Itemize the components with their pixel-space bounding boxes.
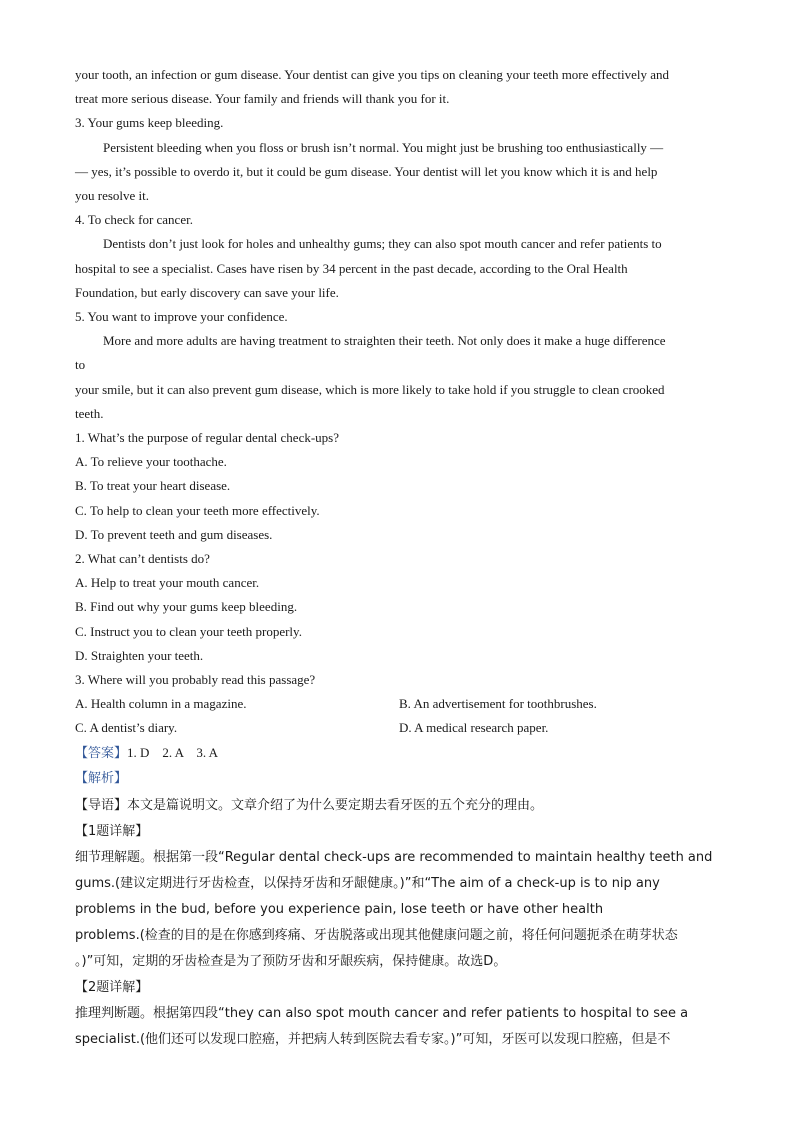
section-heading: 3. Your gums keep bleeding. (75, 115, 224, 131)
question-option: D. To prevent teeth and gum diseases. (75, 526, 273, 542)
analysis-line (75, 766, 725, 791)
question-option: A. Help to treat your mouth cancer. (75, 575, 260, 591)
detail-line: 。)”可知，定期的牙齿检查是为了预防牙齿和牙龈疾病，保持健康。故选D。 (75, 954, 507, 970)
question-option: C. To help to clean your teeth more effectively. (75, 502, 320, 518)
question-option: C. A dentist’s diary. (75, 720, 178, 736)
question-option: D. A medical research paper. (399, 720, 549, 736)
passage-line: your tooth, an infection or gum disease. Your dentist can give you tips on cleaning your teeth more effectively and (75, 67, 670, 82)
answer-text: 1. D 2. A 3. A (127, 744, 219, 760)
document-page (75, 63, 725, 1053)
passage-line: More and more adults are having treatment to straighten their teeth. Not only does it make a huge difference (103, 333, 666, 349)
passage-line: your smile, but it can also prevent gum disease, which is more likely to take hold if you struggle to clean crooked (75, 381, 665, 397)
question-stem: 2. What can’t dentists do? (75, 551, 210, 567)
question-option: D. Straighten your teeth. (75, 647, 204, 663)
section-heading: 4. To check for cancer. (75, 212, 193, 228)
passage-line: teeth. (75, 405, 104, 421)
guide-text: 【导语】本文是篇说明文。文章介绍了为什么要定期去看牙医的五个充分的理由。 (75, 798, 544, 814)
option-row (75, 692, 725, 716)
section-heading: 5. You want to improve your confidence. (75, 309, 288, 325)
question-option: B. An advertisement for toothbrushes. (399, 696, 597, 712)
passage-line: hospital to see a specialist. Cases have risen by 34 percent in the past decade, according to the Oral Health (75, 260, 628, 276)
question-option: B. To treat your heart disease. (75, 478, 231, 494)
passage-line: — yes, it’s possible to overdo it, but it could be gum disease. Your dentist will let you know which it is and help (75, 163, 658, 179)
analysis-label: 【解析】 (75, 770, 128, 786)
passage-line: you resolve it. (75, 188, 150, 204)
passage-line: Foundation, but early discovery can save your life. (75, 284, 339, 300)
question-option: A. Health column in a magazine. (75, 696, 247, 712)
question-stem: 3. Where will you probably read this passage? (75, 672, 316, 688)
answer-line (75, 741, 725, 766)
detail-line: 推理判断题。根据第四段“they can also spot mouth cancer and refer patients to hospital to see a (75, 1006, 689, 1022)
detail-line: gums.(建议定期进行牙齿检查，以保持牙齿和牙龈健康。)”和“The aim of a check-up is to nip any (75, 876, 660, 892)
option-row (75, 716, 725, 740)
passage-line: Dentists don’t just look for holes and unhealthy gums; they can also spot mouth cancer and refer patients to (103, 236, 662, 252)
question-option: C. Instruct you to clean your teeth properly. (75, 623, 302, 639)
detail-line: 细节理解题。根据第一段“Regular dental check-ups are recommended to maintain healthy teeth and (75, 850, 713, 866)
answer-label: 【答案】 (75, 745, 128, 761)
detail-heading-1: 【1题详解】 (75, 824, 149, 840)
detail-line: problems.(检查的目的是在你感到疼痛、牙齿脱落或出现其他健康问题之前，将任何问题扼杀在萌芽状态 (75, 928, 678, 944)
question-stem: 1. What’s the purpose of regular dental check-ups? (75, 430, 339, 446)
question-option: B. Find out why your gums keep bleeding. (75, 599, 298, 615)
detail-heading-2: 【2题详解】 (75, 980, 149, 996)
question-option: A. To relieve your toothache. (75, 454, 227, 470)
passage-line: Persistent bleeding when you floss or brush isn’t normal. You might just be brushing too enthusiastically — (103, 139, 664, 155)
passage-line: treat more serious disease. Your family and friends will thank you for it. (75, 91, 450, 107)
detail-line: specialist.(他们还可以发现口腔癌，并把病人转到医院去看专家。)”可知，牙医可以发现口腔癌，但是不 (75, 1032, 671, 1048)
passage-line: to (75, 357, 86, 373)
detail-line: problems in the bud, before you experience pain, lose teeth or have other health (75, 902, 604, 918)
